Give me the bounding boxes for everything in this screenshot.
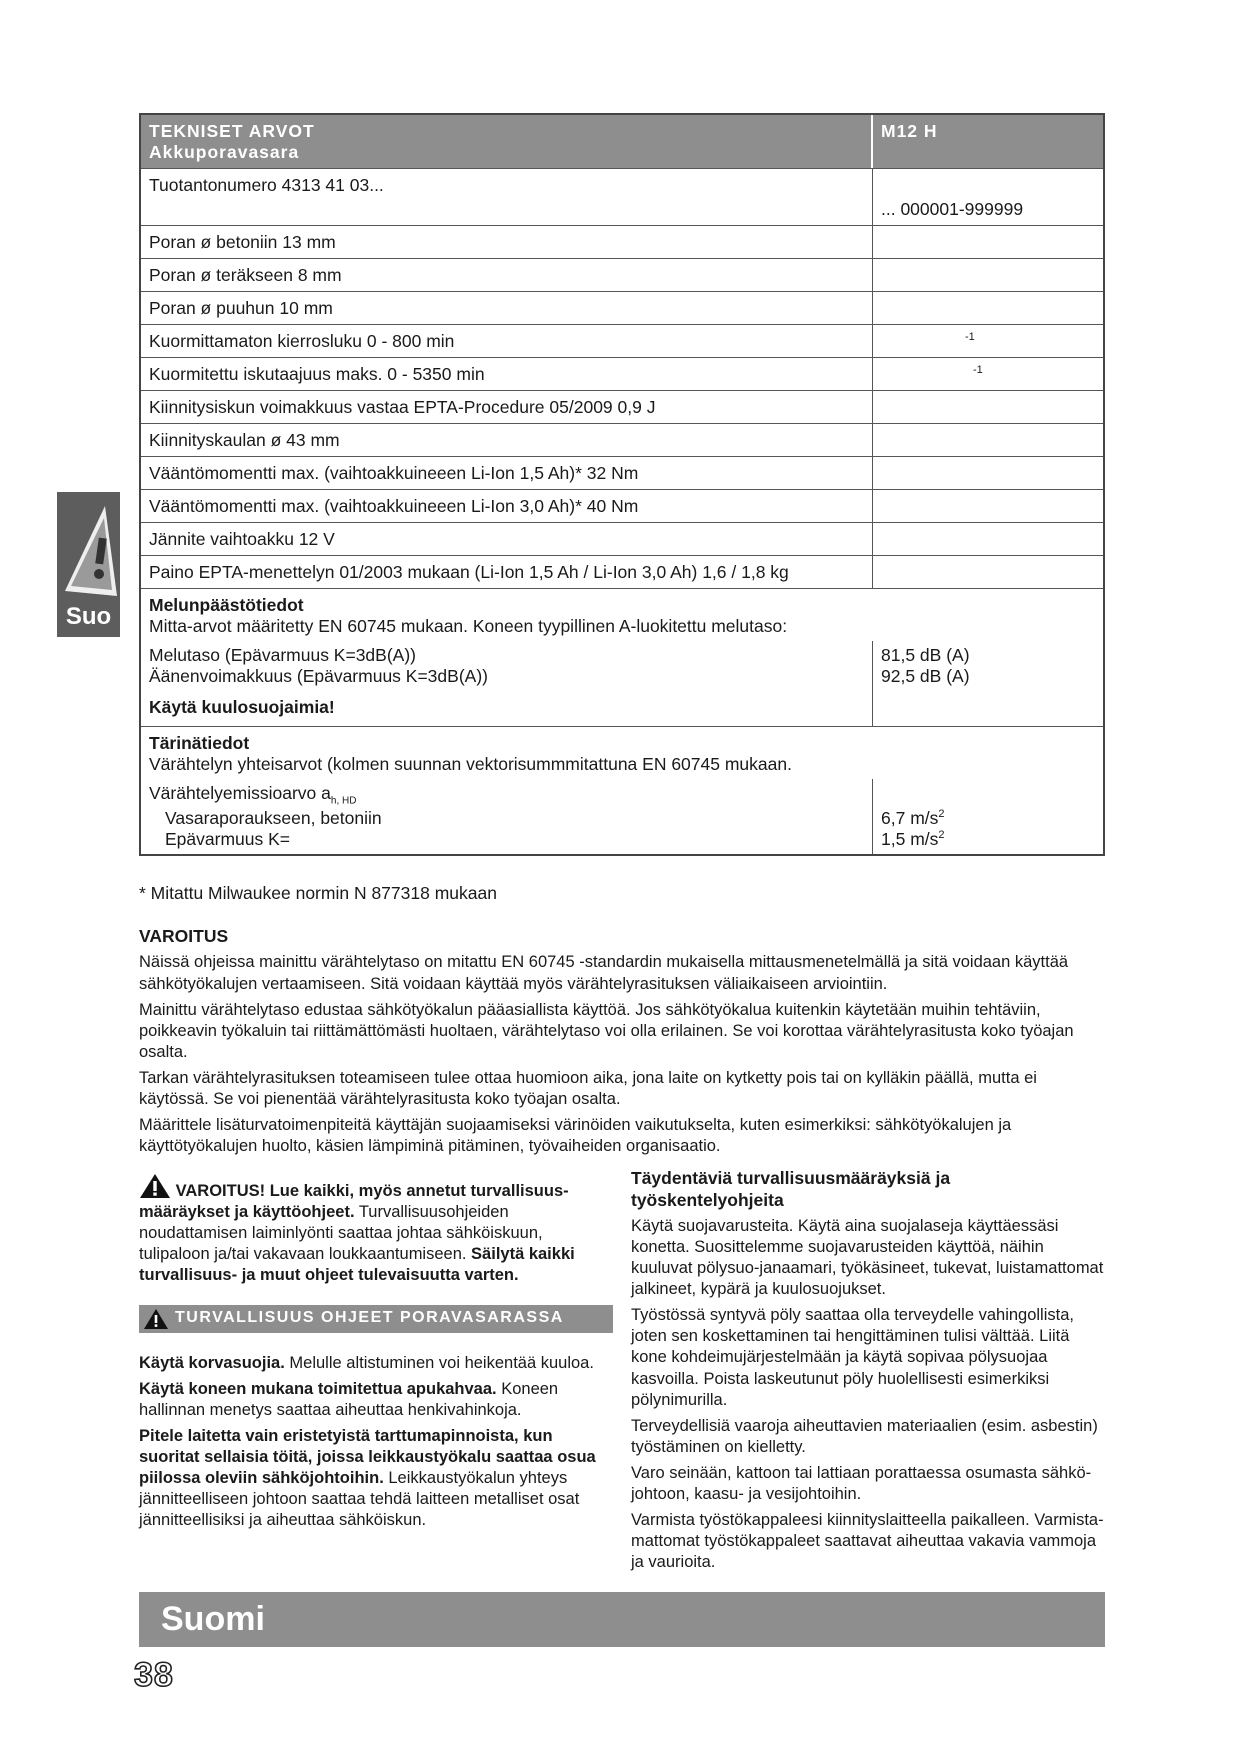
safety-paragraph: Työstössä syntyvä pöly saattaa olla terveydelle vahingollista, joten sen koskettaminen tai hengittäminen tulisi välttää. Liitä kone kohdeimujärjestelmään ja käytä sopivaa pölysuojaa kasvoilla. Poista laskeutunut pöly huolellisesti esimerkiksi pölynimurilla. bbox=[631, 1306, 1074, 1409]
hearing-protection-note: Käytä kuulosuojaimia! bbox=[149, 697, 335, 717]
spec-row: Jännite vaihtoakku 12 V bbox=[141, 523, 1103, 556]
safety-section-bar bbox=[139, 1305, 613, 1333]
spec-row: Poran ø teräkseen 8 mm bbox=[141, 259, 1103, 292]
noise-intro: Mitta-arvot määritetty EN 60745 mukaan. Koneen tyypillinen A-luokitettu melutaso: bbox=[149, 616, 788, 636]
noise-heading: Melunpäästötiedot bbox=[149, 595, 304, 615]
footnote: * Mitattu Milwaukee normin N 877318 mukaan bbox=[139, 883, 497, 903]
vibration-intro: Värähtelyn yhteisarvot (kolmen suunnan vektorisummmitattuna EN 60745 mukaan. bbox=[149, 754, 792, 774]
page-number: 38 bbox=[134, 1656, 174, 1694]
vibration-heading: Tärinätiedot bbox=[149, 733, 250, 753]
safety-paragraph: Terveydellisiä vaaroja aiheuttavien materiaalien (esim. asbestin) työstäminen on kielletty. bbox=[631, 1416, 1098, 1456]
spec-table bbox=[139, 113, 1105, 856]
spec-row: Paino EPTA-menettelyn 01/2003 mukaan (Li-Ion 1,5 Ah / Li-Ion 3,0 Ah) 1,6 / 1,8 kg bbox=[141, 556, 1103, 589]
warning-paragraph: Tarkan värähtelyrasituksen toteamiseen tulee ottaa huomioon aika, jona laite on kytketty pois tai on kylläkin päällä, mutta ei käytössä. Se voi pienentää värähtelyrasitusta koko työajan osalta. bbox=[139, 1068, 1037, 1109]
warning-heading: VAROITUS bbox=[139, 926, 229, 946]
safety-right-column bbox=[631, 1167, 1105, 1579]
warning-triangle-icon bbox=[139, 1173, 171, 1199]
spec-row: Kuormitettu iskutaajuus maks. 0 - 5350 min $^{-1}$ bbox=[141, 358, 1103, 391]
side-language-tab bbox=[57, 492, 120, 637]
spec-row: Poran ø betoniin 13 mm bbox=[141, 226, 1103, 259]
spec-row: Vääntömomentti max. (vaihtoakkuineeen Li-Ion 1,5 Ah)* 32 Nm bbox=[141, 457, 1103, 490]
spec-subtitle: Akkuporavasara bbox=[149, 142, 300, 162]
spec-row: Kiinnityskaulan ø 43 mm bbox=[141, 424, 1103, 457]
spec-model: M12 H bbox=[881, 121, 938, 141]
spec-header-row bbox=[141, 115, 1103, 169]
safety-paragraph: Käytä suojavarusteita. Käytä aina suojalaseja käyttäessäsi konetta. Suosittelemme suojavarusteiden käyttöä, näihin kuuluvat pölysuo-janaamari, työkäsineet, tukevat, luistamattomat jalkineet, kypärä ja kuulosuojukset. bbox=[631, 1216, 1104, 1299]
warning-icon bbox=[57, 496, 120, 606]
footer-language: Suomi bbox=[161, 1600, 265, 1638]
vibration-section: Tärinätiedot Värähtelyn yhteisarvot (kolmen suunnan vektorisummmitattuna EN 60745 mukaan. Värähtelyemissioarvo $a_{h, HD}$ Vasaraporaukseen, betoniin Epävarmuus K= 6,7 $m/s^2$ 1,5 $m/s^2$ bbox=[141, 727, 1103, 854]
warning-paragraph: Mainittu värähtelytaso edustaa sähkötyökalun pääasiallista käyttöä. Jos sähkötyökalua kuitenkin käytetään muihin tehtäviin, poikkeavin työkaluin tai riittämättömästi huoltaen, värähtelytaso voi olla erilainen. Se voi korottaa värähtelyrasitusta koko työajan osalta. bbox=[139, 1000, 1074, 1061]
supplementary-safety-heading: Täydentäviä turvallisuusmääräyksiä ja työskentelyohjeita bbox=[631, 1168, 951, 1211]
warning-paragraph: Näissä ohjeissa mainittu värähtelytaso on mitattu EN 60745 -standardin mukaisella mittausmenetelmällä ja sitä voidaan käyttää sähkötyökalujen vertaamiseen. Sitä voidaan käyttää myös värähtelyrasituksen väliaikaiseen arviointiin. bbox=[139, 953, 1069, 993]
side-tab-label: Suo bbox=[65, 603, 112, 630]
safety-item: Käytä korvasuojia. Melulle altistuminen voi heikentää kuuloa. bbox=[139, 1353, 594, 1372]
safety-item: Pitele laitetta vain eristetyistä tarttumapinnoista, kun suoritat sellaisia töitä, joissa leikkaustyökalu saattaa osua piilossa oleviin sähköjohtoihin. Leikkaustyökalun yhteys jännitteelliseen johtoon saattaa tehdä laitteen metalliset osat jännitteellisiksi ja aiheuttaa sähköiskun. bbox=[139, 1426, 596, 1530]
warning-triangle-icon bbox=[143, 1308, 169, 1330]
general-warning-title: VAROITUS! Lue kaikki, myös annetut turvallisuus-määräykset ja käyttöohjeet. bbox=[139, 1182, 569, 1222]
language-footer-bar bbox=[139, 1592, 1105, 1647]
noise-section: Melunpäästötiedot Mitta-arvot määritetty EN 60745 mukaan. Koneen tyypillinen A-luokitettu melutaso: Melutaso (Epävarmuus K=3dB(A)) Äänenvoimakkuus (Epävarmuus K=3dB(A)) Käytä kuulosuojaimia! 81,5 dB (A) 92,5 dB (A) bbox=[141, 589, 1103, 727]
safety-left-column: VAROITUS! Lue kaikki, myös annetut turvallisuus-määräykset ja käyttöohjeet. Turvallisuusohjeiden noudattamisen laiminlyönti saattaa johtaa sähköiskuun, tulipaloon ja/tai vakavaan loukkaantumiseen. Säilytä kaikki turvallisuus- ja muut ohjeet tulevaisuutta varten. TURVALLISUUS OHJEET PORAVASARASSA Käytä korvasuojia. Melulle altistuminen voi heikentää kuuloa. Käytä koneen mukana toimitettua apukahvaa. Koneen hallinnan menetys saattaa aiheuttaa henkivahinkoja. Pitele laitetta vain eristetyistä tarttumapinnoista, kun suoritat sellaisia töitä, joissa leikkaustyökalu saattaa osua piilossa oleviin sähköjohtoihin. Leikkaustyökalun yhteys jännitteelliseen johtoon saattaa tehdä laitteen metalliset osat jännitteellisiksi ja aiheuttaa sähköiskun. bbox=[139, 1167, 613, 1536]
spec-row: Kiinnitysiskun voimakkuus vastaa EPTA-Procedure 05/2009 0,9 J bbox=[141, 391, 1103, 424]
spec-title: TEKNISET ARVOT bbox=[149, 121, 315, 141]
safety-item: Käytä koneen mukana toimitettua apukahvaa. Koneen hallinnan menetys saattaa aiheuttaa henkivahinkoja. bbox=[139, 1379, 559, 1419]
vibration-warning bbox=[139, 925, 1105, 1162]
spec-row: Vääntömomentti max. (vaihtoakkuineeen Li-Ion 3,0 Ah)* 40 Nm bbox=[141, 490, 1103, 523]
spec-row: Poran ø puuhun 10 mm bbox=[141, 292, 1103, 325]
spec-row: Tuotantonumero 4313 41 03... ... 000001-999999 bbox=[141, 169, 1103, 226]
warning-paragraph: Määrittele lisäturvatoimenpiteitä käyttäjän suojaamiseksi värinöiden vaikutukselta, kuten esimerkiksi: sähkötyökalujen ja käyttötyökalujen huolto, käsien lämpiminä pitäminen, työvaiheiden organisaatio. bbox=[139, 1116, 1012, 1156]
safety-section-title: TURVALLISUUS OHJEET PORAVASARASSA bbox=[175, 1309, 564, 1327]
safety-paragraph: Varo seinään, kattoon tai lattiaan porattaessa osumasta sähkö-johtoon, kaasu- ja vesijohtoihin. bbox=[631, 1463, 1092, 1504]
safety-paragraph: Varmista työstökappaleesi kiinnityslaitteella paikalleen. Varmista-mattomat työstökappaleet saattavat aiheuttaa vakavia vammoja ja vaurioita. bbox=[631, 1511, 1104, 1572]
spec-row: Kuormittamaton kierrosluku 0 - 800 min $^{-1}$ bbox=[141, 325, 1103, 358]
